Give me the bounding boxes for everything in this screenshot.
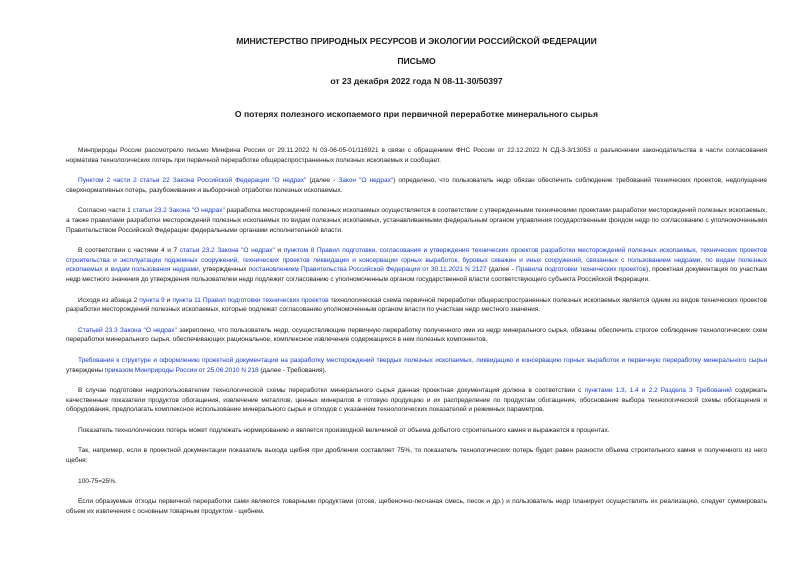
document-link[interactable]: пункта 11 Правил подготовки технических проектов (172, 296, 329, 304)
paragraph-text: (далее - (486, 266, 516, 274)
paragraph-text: Исходя из абзаца 2 (78, 296, 140, 304)
document-link[interactable]: постановлением Правительства Российской Федерации от 30.11.2021 N 2127 (248, 266, 487, 274)
paragraph (66, 386, 767, 415)
paragraph-text: Минприроды России рассмотрело письмо Минфина России от 29.11.2022 N 03-06-05-01/116921 в связи с обращением ФНС России от 22.12.2022 N СД-3-3/13053 о разъяснении законодательства в части согласования норматива технологических потерь при первичной переработке общераспространенных полезных ископаемых и сообщает. (66, 147, 767, 164)
paragraph-text: (далее - (306, 177, 339, 185)
paragraph-text: и (164, 296, 173, 304)
paragraph (66, 477, 767, 487)
document-type: ПИСЬМО (397, 56, 436, 66)
document-link[interactable]: пункта 9 (139, 296, 165, 304)
paragraph-text: ) определено, что пользователь недр обязан обеспечить соблюдение требований технических проектов, недопущение сверхнормативных потерь, разубоживания и выборочной отработки полезных ископаемых. (66, 177, 767, 194)
paragraph-text: содержать качественные показатели продуктов обогащения, извлечение металлов, ценных минералов в готовую продукцию и их распределение по продуктам обогащения, обоснование выбора технологической схемы обогащения и оборудования, предполагать комплексное использование минерального сырья и отходов с указанием технологических показателей и режимных параметров. (66, 387, 767, 414)
ministry-heading: МИНИСТЕРСТВО ПРИРОДНЫХ РЕСУРСОВ И ЭКОЛОГИИ РОССИЙСКОЙ ФЕДЕРАЦИИ (236, 36, 597, 46)
paragraph (66, 356, 767, 375)
document-link[interactable]: пунктами 1.3, 1.4 и 2.2 Раздела 3 Требований (584, 387, 732, 395)
paragraph (66, 146, 767, 165)
paragraph (66, 206, 767, 235)
document-link[interactable]: Требования к структуре и оформлению проектной документации на разработку месторождений твердых полезных ископаемых, ликвидацию и консервацию горных выработок и первичную переработку минерального сырья (78, 356, 767, 364)
paragraph-text: закреплено, что пользователь недр, осуществляющие первичную переработку полученного ими из недр минерального сырья, обязаны обеспечить строгое соблюдение технологических схем переработки минерального сырья, обеспечивающих рациональное, комплексное извлечение содержащихся в нем полезных компонентов. (66, 326, 768, 344)
paragraph-text: ), проектная документация по участкам недр местного значения до утверждения пользователем недр подлежит согласованию с уполномоченным органом государственной власти соответствующего субъекта Российской Федерации. (66, 266, 767, 283)
paragraph (66, 296, 767, 315)
document-link[interactable]: Статьей 23.3 Закона "О недрах" (78, 326, 177, 334)
document-link[interactable]: Правила подготовки технических проектов (515, 266, 646, 274)
document-link[interactable]: статьи 23.2 Закона "О недрах" (132, 207, 225, 215)
paragraph-text: В случае подготовки недропользователем технологической схемы переработки минерального сырья данная проектная документация должна в соответствии с (78, 387, 585, 395)
paragraph-text: , утвержденных (198, 266, 249, 274)
paragraph-text: утверждены (66, 366, 105, 374)
paragraph-text: и (274, 247, 284, 255)
document-link[interactable]: статьи 23.2 Закона "О недрах" (179, 247, 275, 255)
paragraph-text: В соответствии с частями 4 и 7 (78, 247, 180, 255)
document-link[interactable]: пунктом 8 Правил подготовки, согласования и утверждения технических проектов разработки месторождений полезных ископаемых, технических проектов строительства и эксплуатации подземных сооружений, технических проектов ликвидации и консервации горных выработок, буровых скважин и иных сооружений, связанных с пользованием недрами, по видам полезных ископаемых и видам пользования недрами (66, 247, 767, 274)
paragraph (66, 326, 767, 345)
paragraph (66, 426, 767, 436)
document-link[interactable]: приказом Минприроды России от 25.06.2010 N 218 (104, 366, 259, 374)
document-link[interactable]: Закон "О недрах" (338, 177, 394, 185)
paragraph-text: (далее - Требования). (258, 366, 327, 374)
paragraph-text: Так, например, если в проектной документации показатель выхода щебня при дроблении составляет 75%, то показатель технологических потерь будет равен разности объема строительного камня и полученного из него щебня: (66, 447, 767, 465)
paragraph-text: технологическая схема первичной переработки общераспространенных полезных ископаемых является одним из видов технических проектов разработки месторождений полезных ископаемых, которые подлежат согласованию уполномоченным органом власти по участкам недр местного значения. (66, 296, 767, 314)
paragraph-text: разработка месторождений полезных ископаемых осуществляется в соответствии с утвержденными техническими проектами разработки месторождений полезных ископаемых, а также правилами разработки месторождений полезных ископаемых по видам полезных ископаемых, устанавливаемыми федеральным органом управления государственным фондом недр по согласованию с уполномоченными Правительством Российской Федерации федеральными органами исполнительной власти. (66, 207, 767, 234)
paragraph-text: Согласно части 1 (78, 207, 133, 215)
paragraph-text: Показатель технологических потерь может подлежать нормированию и является производной величиной от объема добытого строительного камня и выражается в процентах. (78, 426, 610, 434)
paragraph (66, 176, 767, 195)
document-subject: О потерях полезного ископаемого при первичной переработке минерального сырья (234, 109, 599, 119)
paragraph (66, 497, 767, 516)
document-date-number: от 23 декабря 2022 года N 08-11-30/50397 (330, 76, 503, 86)
document-body (66, 146, 767, 516)
document-link[interactable]: Пунктом 2 части 2 статьи 22 Закона Российской Федерации "О недрах" (78, 177, 307, 185)
paragraph-text: Если образуемые отходы первичной переработки сами являются товарными продуктами (отсев, щебеночно-песчаная смесь, песок и др.) и пользователь недр планирует осуществлять их реализацию, следует суммировать объем их извлечения с основным товарным продуктом - щебнем. (66, 498, 767, 515)
paragraph (66, 246, 767, 284)
paragraph-text: 100-75=25%. (78, 477, 117, 485)
paragraph (66, 446, 767, 465)
